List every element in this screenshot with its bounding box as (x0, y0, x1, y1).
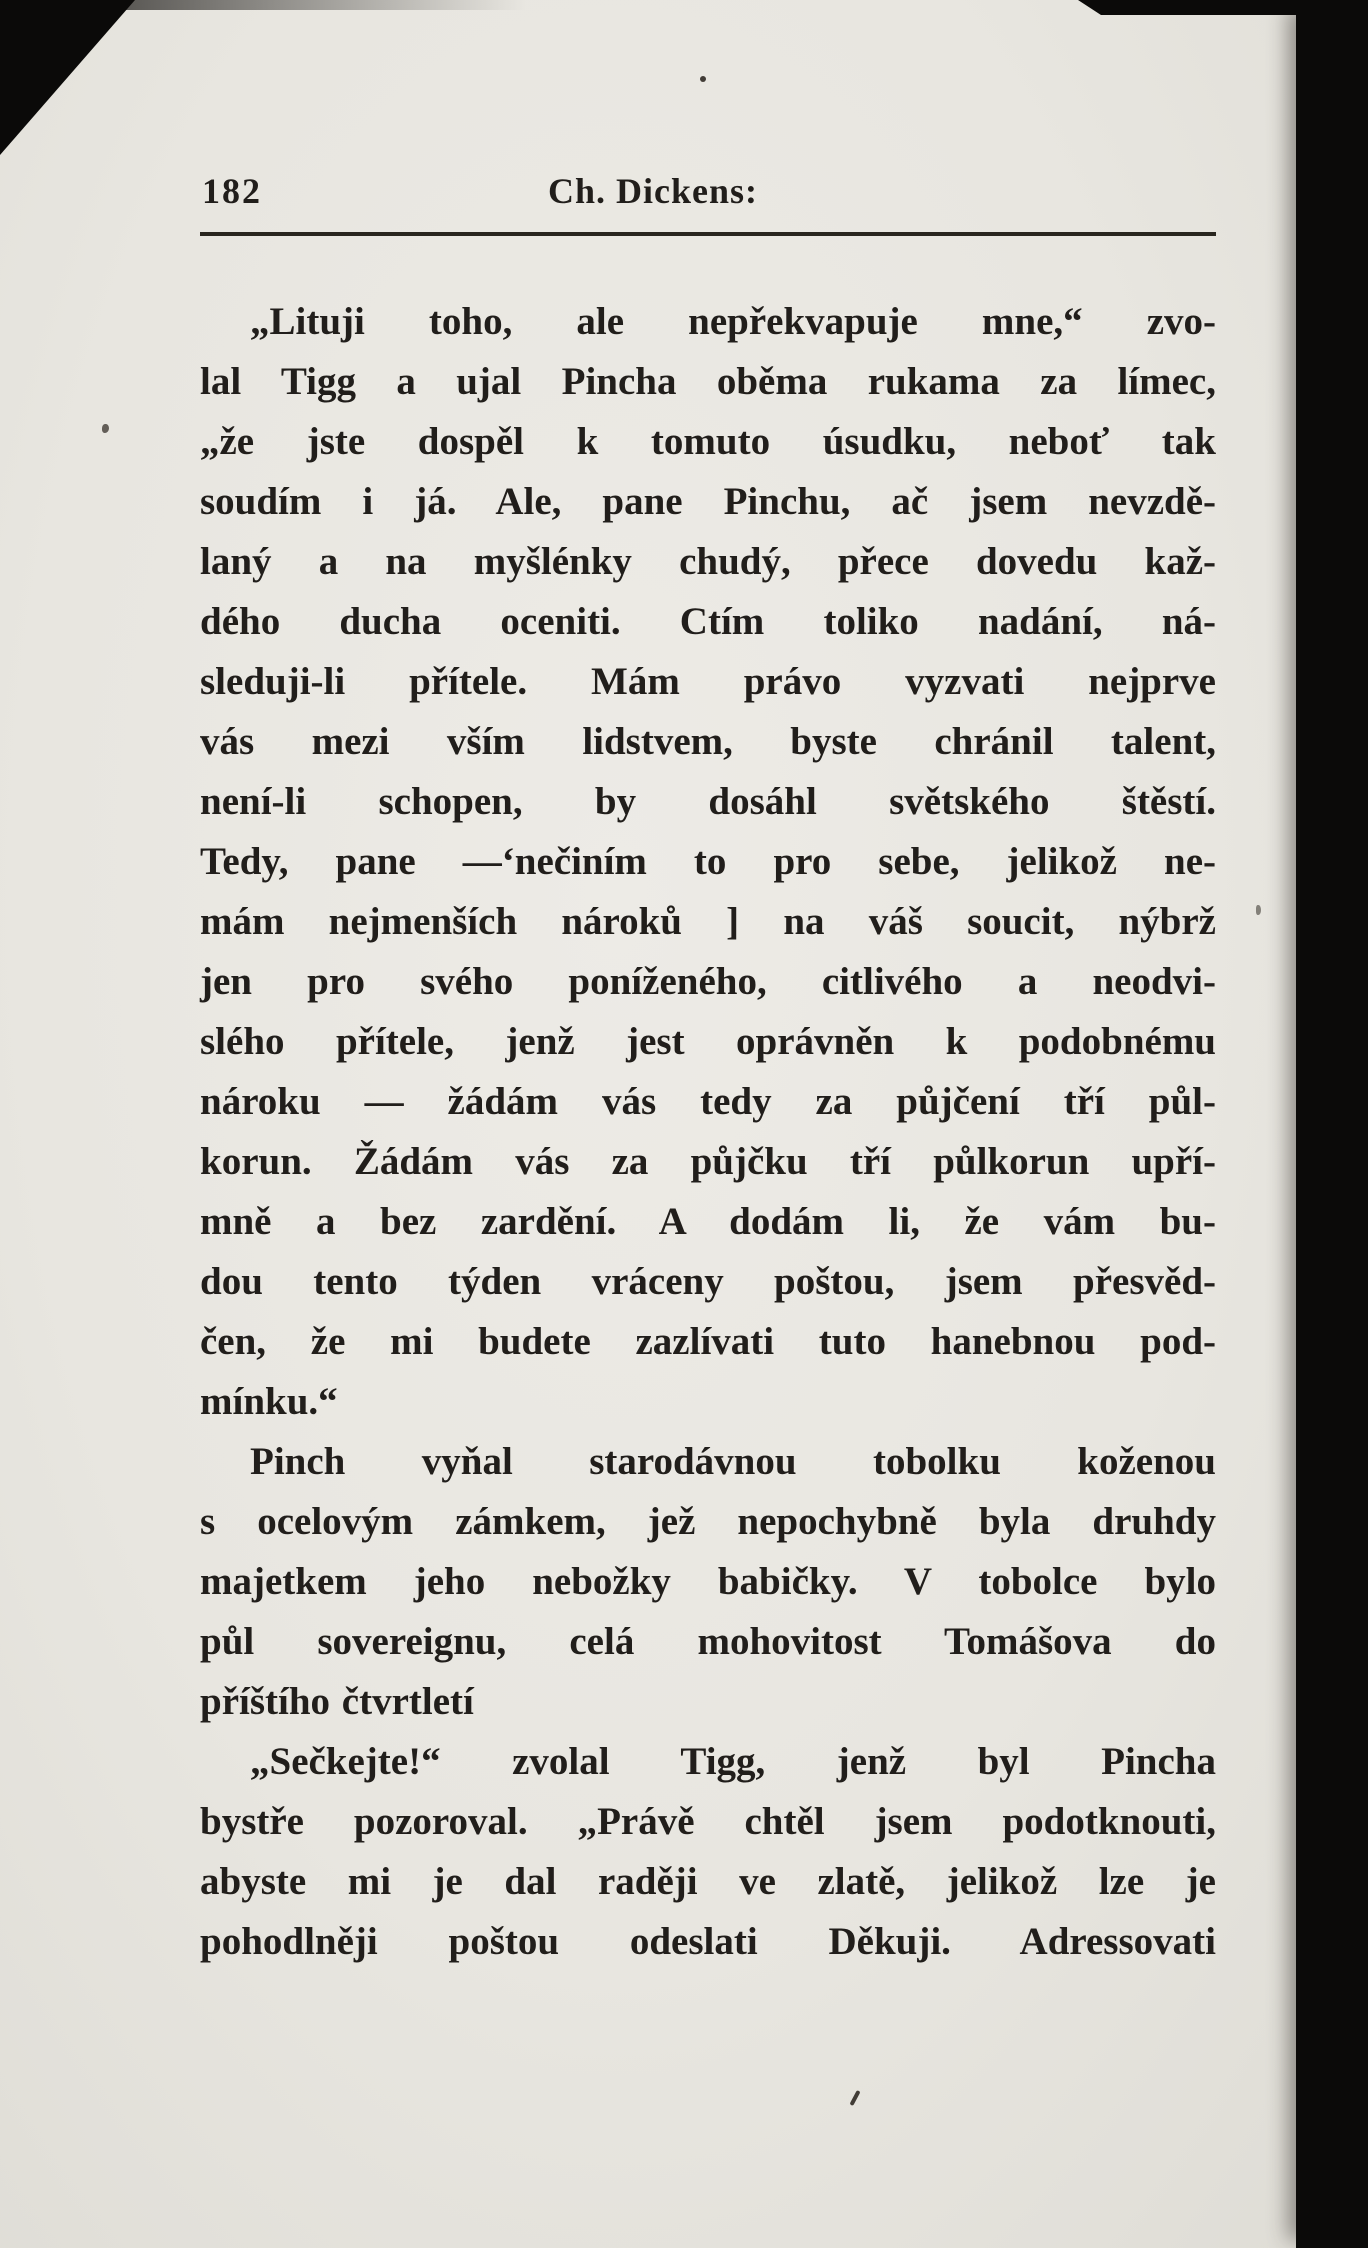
text-line: mně a bez zardění. A dodám li, že vám bu- (200, 1200, 1216, 1243)
page-number: 182 (202, 171, 262, 211)
text-line: slého přítele, jenž jest oprávněn k podobnému (200, 1020, 1216, 1063)
text-line: dého ducha oceniti. Ctím toliko nadání, ná- (200, 600, 1216, 643)
page-header (200, 168, 1216, 218)
text-line: bystře pozoroval. „Právě chtěl jsem podotknouti, (200, 1800, 1216, 1843)
text-line: abyste mi je dal raději ve zlatě, jelikož lze je (200, 1860, 1216, 1903)
scan-corner-artifact (0, 0, 135, 155)
ink-speck (700, 76, 706, 82)
page-content (200, 168, 1216, 1972)
text-line: laný a na myšlénky chudý, přece dovedu kaž- (200, 540, 1216, 583)
scan-right-edge-bar (1296, 0, 1368, 2248)
text-line: „Sečkejte!“ zvolal Tigg, jenž byl Pincha (250, 1740, 1216, 1783)
text-line: korun. Žádám vás za půjčku tří půlkorun upří- (200, 1140, 1216, 1183)
scan-top-right-edge (1078, 0, 1308, 15)
text-line: dou tento týden vráceny poštou, jsem přesvěd- (200, 1260, 1216, 1303)
ink-speck (102, 424, 109, 433)
running-title: Ch. Dickens: (547, 171, 759, 211)
text-line: čen, že mi budete zazlívati tuto hanebnou pod- (200, 1320, 1216, 1363)
text-line: Tedy, pane —‘nečiním to pro sebe, jelikož ne- (200, 840, 1216, 883)
body-text (200, 292, 1216, 1972)
text-line: soudím i já. Ale, pane Pinchu, ač jsem nevzdě- (200, 480, 1216, 523)
text-line: mám nejmenších nároků ] na váš soucit, nýbrž (200, 900, 1216, 943)
text-line: s ocelovým zámkem, jež nepochybně byla druhdy (200, 1500, 1216, 1543)
text-line: lal Tigg a ujal Pincha oběma rukama za límec, (200, 360, 1216, 403)
text-line: příštího čtvrtletí (200, 1680, 474, 1723)
text-line: není-li schopen, by dosáhl světského štěstí. (200, 780, 1216, 823)
text-line: nároku — žádám vás tedy za půjčení tří půl- (200, 1080, 1216, 1123)
text-line: sleduji-li přítele. Mám právo vyzvati nejprve (200, 660, 1216, 703)
text-line: půl sovereignu, celá mohovitost Tomášova do (200, 1620, 1216, 1663)
header-rule (200, 232, 1216, 236)
text-line: Pinch vyňal starodávnou tobolku koženou (250, 1440, 1216, 1483)
text-line: mínku.“ (200, 1380, 338, 1423)
ink-speck (849, 2090, 860, 2106)
text-line: „Lituji toho, ale nepřekvapuje mne,“ zvo- (250, 300, 1216, 343)
text-line: „že jste dospěl k tomuto úsudku, neboť tak (200, 420, 1216, 463)
text-line: majetkem jeho nebožky babičky. V tobolce bylo (200, 1560, 1216, 1603)
text-line: jen pro svého poníženého, citlivého a neodvi- (200, 960, 1216, 1003)
ink-speck (1256, 905, 1261, 915)
text-line: vás mezi vším lidstvem, byste chránil talent, (200, 720, 1216, 763)
text-line: pohodlněji poštou odeslati Děkuji. Adressovati (200, 1920, 1216, 1963)
